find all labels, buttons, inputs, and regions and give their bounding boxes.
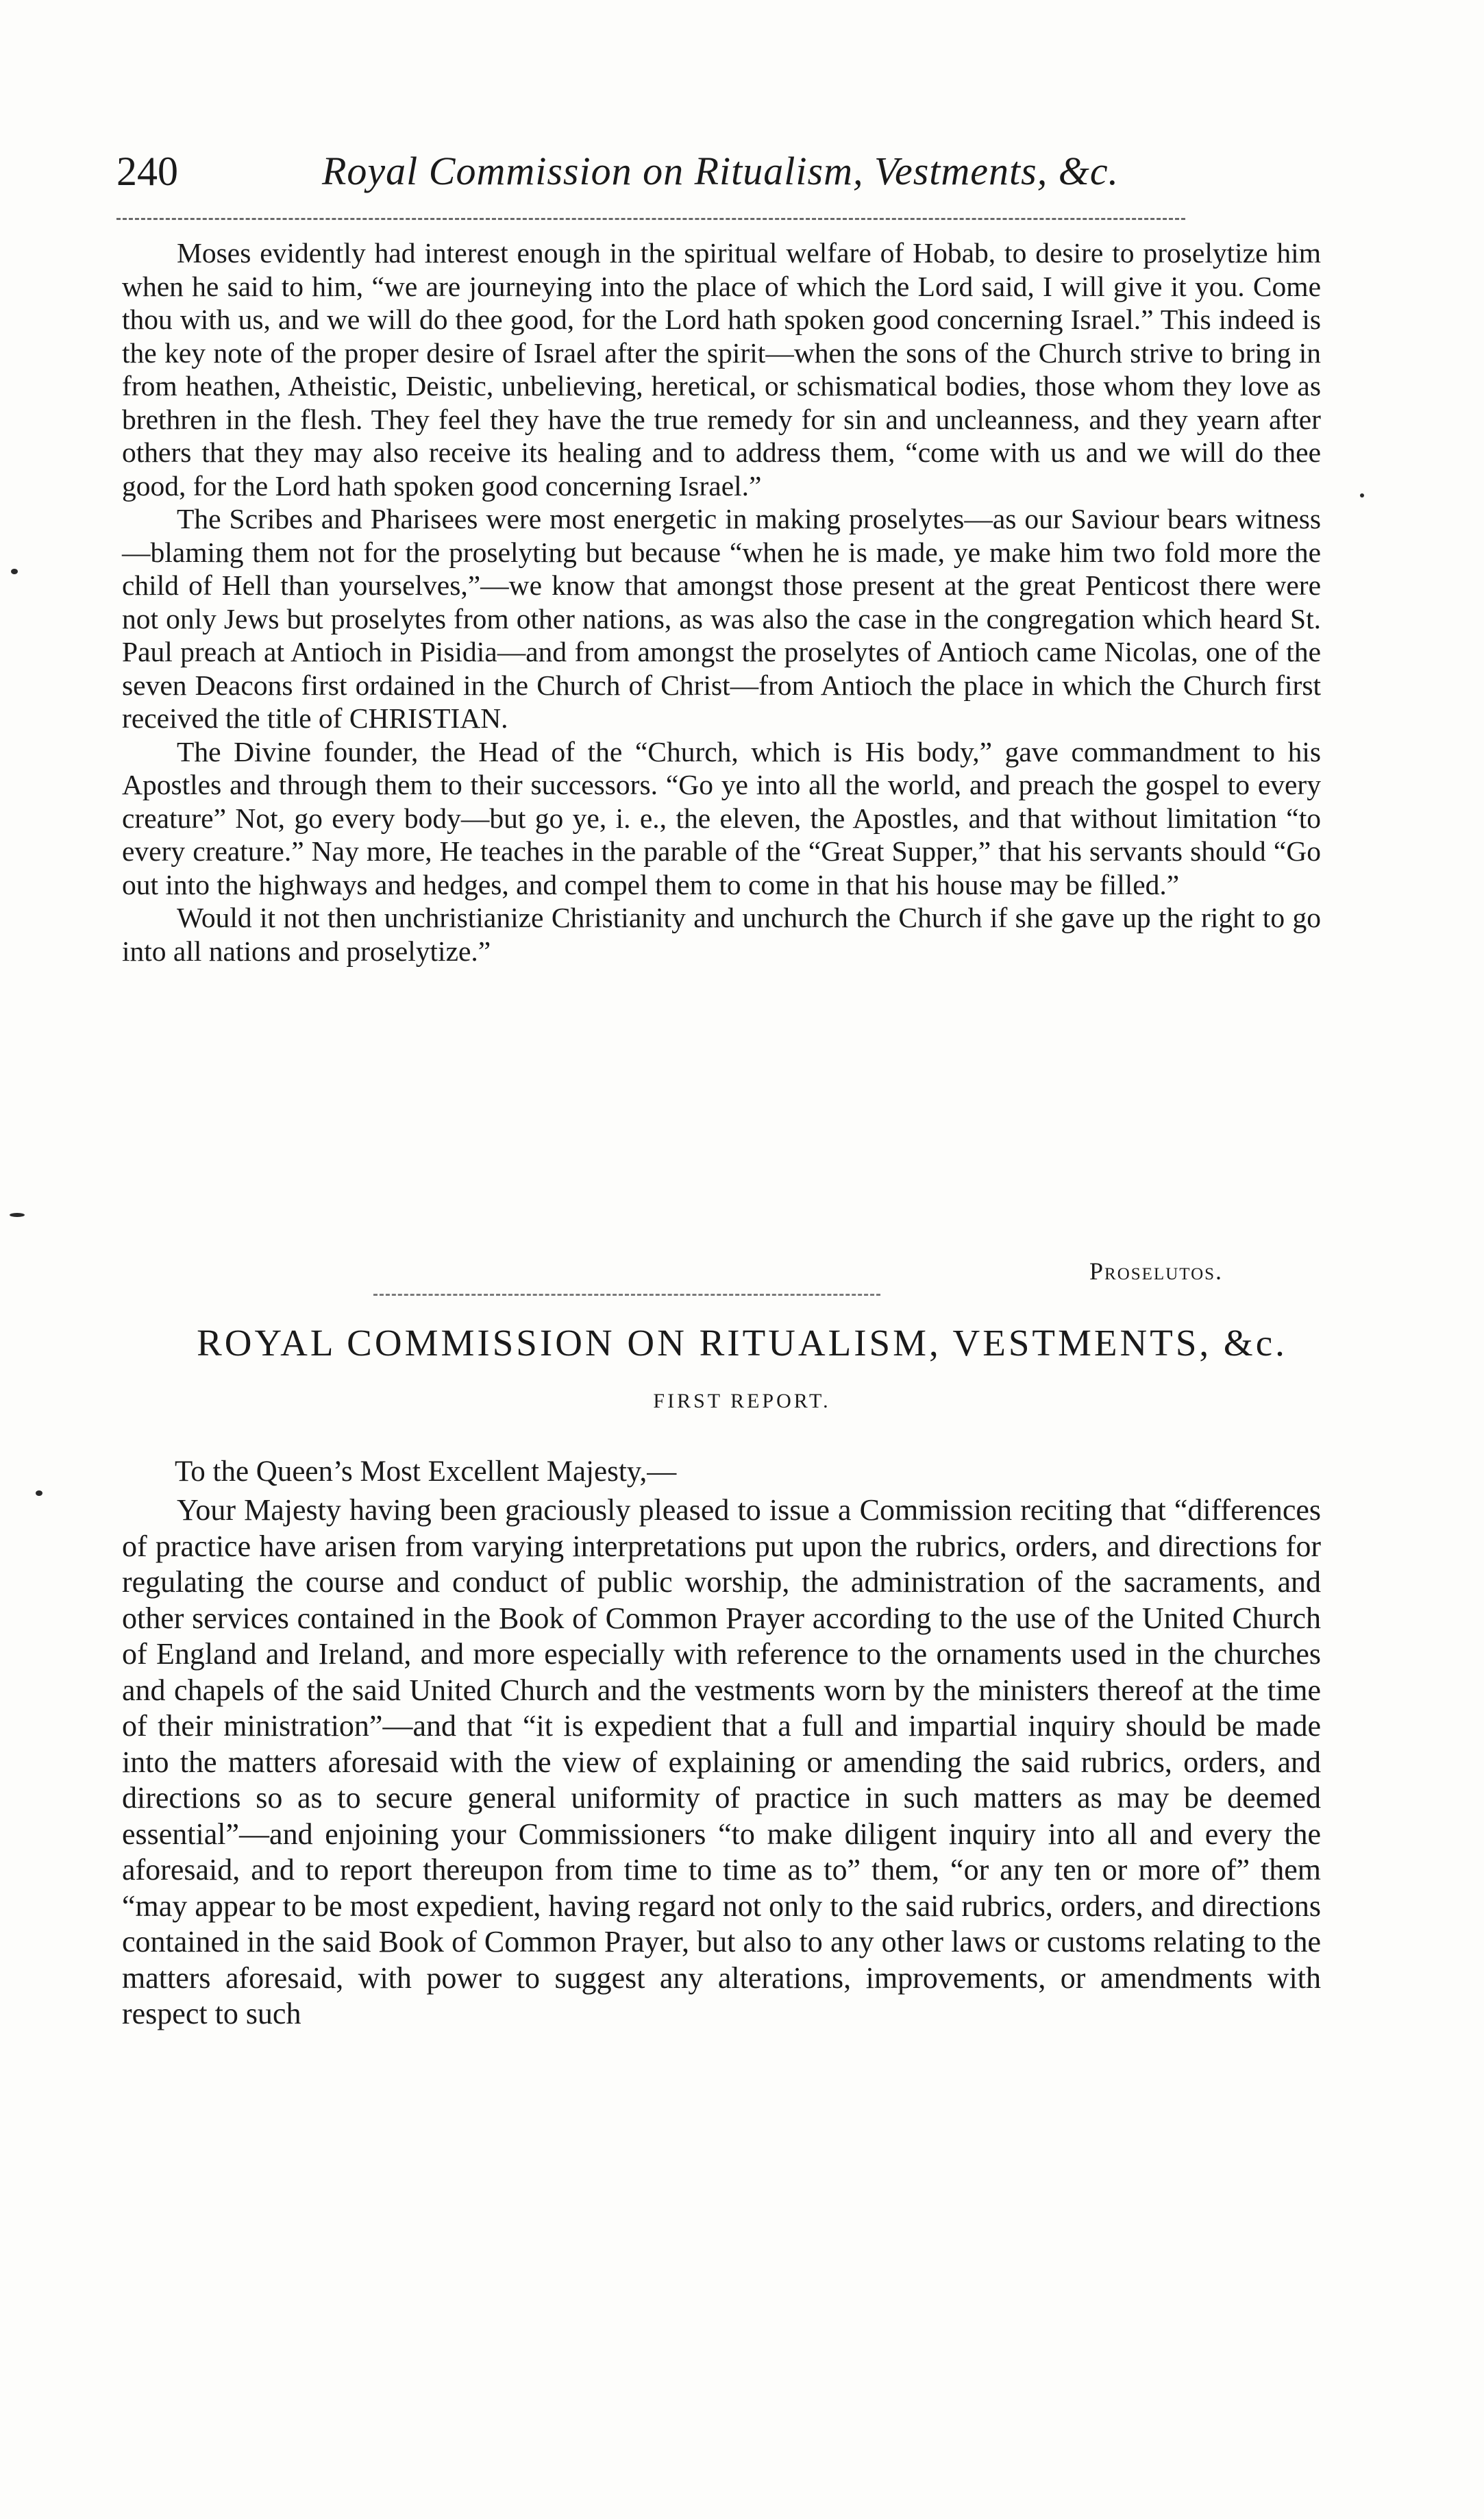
ink-speck: [10, 1213, 25, 1217]
running-title: Royal Commission on Ritualism, Vestments, &c.: [322, 149, 1120, 193]
ink-speck: [36, 1490, 42, 1496]
report-salutation: To the Queen’s Most Excellent Majesty,—: [175, 1455, 677, 1488]
header-rule: [116, 218, 1185, 220]
section-title: ROYAL COMMISSION ON RITUALISM, VESTMENTS, &c.: [197, 1322, 1287, 1364]
letter-paragraph: Moses evidently had interest enough in the spiritual welfare of Hobab, to desire to proselytize him when he said to him, “we are journeying into the place of which the Lord said, I will give it you. Come thou with us, and we will do thee good, for the Lord hath spoken good concerning Israel.” This indeed is the key note of the proper desire of Israel after the spirit—when the sons of the Church strive to bring in from heathen, Atheistic, Deistic, unbelieving, heretical, or schismatical bodies, those whom they love as brethren in the flesh. They feel they have the true remedy for sin and uncleanness, and they yearn after others that they may also receive its healing and to address them, “come with us and we will do thee good, for the Lord hath spoken good concerning Israel.”: [122, 237, 1321, 502]
report-paragraph: Your Majesty having been graciously pleased to issue a Commission reciting that “differences of practice have arisen from varying interpretations put upon the rubrics, orders, and directions for regulating the course and conduct of public worship, the administration of the sacraments, and other services contained in the Book of Common Prayer according to the use of the United Church of England and Ireland, and more especially with reference to the ornaments used in the churches and chapels of the said United Church and the vestments worn by the ministers thereof at the time of their ministration”—and that “it is expedient that a full and impartial inquiry should be made into the matters aforesaid with the view of explaining or amending the said rubrics, orders, and directions so as to secure general uniformity of practice in such matters as may be deemed essential”—and enjoining your Commissioners “to make diligent inquiry into all and every the aforesaid, and to report thereupon from time to time as to” them, “or any ten or more of” them “may appear to be most expedient, having regard not only to the said rubrics, orders, and directions contained in the said Book of Common Prayer, but also to any other laws or customs relating to the matters aforesaid, with power to suggest any alterations, improvements, or amendments with respect to such: [122, 1493, 1321, 2030]
page-number: 240: [116, 149, 178, 194]
letter-signature: Proselutos.: [1089, 1257, 1224, 1285]
ink-speck: [1360, 493, 1364, 497]
report-body: [122, 1492, 1321, 2032]
running-head: [116, 144, 1185, 199]
letter-paragraph: The Scribes and Pharisees were most energetic in making proselytes—as our Saviour bears witness—blaming them not for the proselyting but because “when he is made, ye make him two fold more the child of Hell than yourselves,”—we know that amongst those present at the great Penticost there were not only Jews but proselytes from other nations, as was also the case in the congregation which heard St. Paul preach at Antioch in Pisidia—and from amongst the proselytes of Antioch came Nicolas, one of the seven Deacons first ordained in the Church of Christ—from Antioch the place in which the Church first received the title of CHRISTIAN.: [122, 503, 1321, 734]
ink-speck: [11, 569, 18, 574]
section-divider: [373, 1294, 880, 1296]
letter-body: [122, 236, 1321, 968]
letter-paragraph: The Divine founder, the Head of the “Church, which is His body,” gave commandment to his Apostles and through them to their successors. “Go ye into all the world, and preach the gospel to every creature” Not, go every body—but go ye, i. e., the eleven, the Apostles, and that without limitation “to every creature.” Nay more, He teaches in the parable of the “Great Supper,” that his servants should “Go out into the highways and hedges, and compel them to come in that his house may be filled.”: [122, 735, 1321, 900]
letter-paragraph: Would it not then unchristianize Christianity and unchurch the Church if she gave up the right to go into all nations and proselytize.”: [122, 902, 1321, 967]
section-subtitle: FIRST REPORT.: [653, 1390, 831, 1412]
